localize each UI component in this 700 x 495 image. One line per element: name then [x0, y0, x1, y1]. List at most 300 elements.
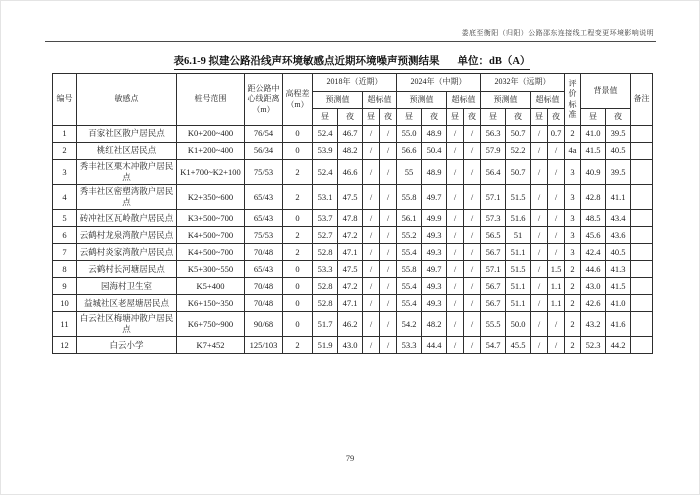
cell-y2018_pred_day: 52.8: [313, 278, 338, 295]
cell-elevation_diff_m: 0: [283, 143, 313, 160]
cell-y2024_pred_night: 49.3: [422, 227, 447, 244]
table-title: [52, 53, 652, 70]
cell-standard: 3: [565, 185, 581, 210]
cell-y2032_pred_day: 57.1: [481, 261, 506, 278]
cell-distance_m: 75/53: [245, 160, 283, 185]
table-row: [53, 126, 653, 143]
cell-y2032_exceed_night: /: [548, 185, 565, 210]
cell-sensitive_point: 桃红社区居民点: [77, 143, 177, 160]
cell-remark: [631, 227, 653, 244]
cell-y2018_exceed_day: /: [363, 295, 380, 312]
header-divider-line: [45, 41, 656, 42]
cell-y2024_pred_night: 49.7: [422, 185, 447, 210]
cell-y2018_pred_night: 47.2: [338, 227, 363, 244]
cell-elevation_diff_m: 2: [283, 337, 313, 354]
header-night: 夜: [338, 109, 363, 126]
cell-y2024_exceed_day: /: [447, 261, 464, 278]
cell-y2032_exceed_night: /: [548, 210, 565, 227]
cell-y2024_pred_night: 48.2: [422, 312, 447, 337]
table-row: [53, 337, 653, 354]
cell-background_night: 43.4: [606, 210, 631, 227]
cell-y2018_exceed_night: /: [380, 210, 397, 227]
cell-standard: 3: [565, 160, 581, 185]
cell-background_day: 40.9: [581, 160, 606, 185]
header-night: 夜: [464, 109, 481, 126]
cell-sensitive_point: 园海村卫生室: [77, 278, 177, 295]
header-sensitive-point: 敏感点: [77, 74, 177, 126]
cell-standard: 2: [565, 337, 581, 354]
cell-y2024_exceed_night: /: [464, 143, 481, 160]
cell-y2024_pred_day: 55.0: [397, 126, 422, 143]
header-2032-exceed: 超标值: [531, 92, 565, 109]
cell-y2018_exceed_night: /: [380, 143, 397, 160]
cell-y2024_pred_day: 55.4: [397, 244, 422, 261]
table-row: [53, 210, 653, 227]
cell-background_day: 41.0: [581, 126, 606, 143]
header-night: 夜: [380, 109, 397, 126]
cell-y2024_pred_night: 48.9: [422, 160, 447, 185]
cell-y2032_exceed_night: 1.1: [548, 278, 565, 295]
cell-row_no: 3: [53, 160, 77, 185]
cell-elevation_diff_m: 2: [283, 244, 313, 261]
cell-background_night: 39.5: [606, 160, 631, 185]
cell-y2024_exceed_night: /: [464, 261, 481, 278]
cell-y2018_pred_day: 51.7: [313, 312, 338, 337]
cell-y2032_pred_day: 57.1: [481, 185, 506, 210]
cell-y2024_exceed_day: /: [447, 295, 464, 312]
cell-stake_range: K6+150~350: [177, 295, 245, 312]
cell-y2032_exceed_day: /: [531, 126, 548, 143]
cell-standard: 4a: [565, 143, 581, 160]
page-number: 79: [345, 453, 355, 463]
cell-background_day: 52.3: [581, 337, 606, 354]
cell-standard: 2: [565, 312, 581, 337]
cell-row_no: 11: [53, 312, 77, 337]
table-row: [53, 227, 653, 244]
cell-y2018_pred_night: 47.5: [338, 261, 363, 278]
cell-y2032_pred_night: 50.7: [506, 160, 531, 185]
cell-stake_range: K1+200~400: [177, 143, 245, 160]
cell-y2024_pred_night: 44.4: [422, 337, 447, 354]
cell-sensitive_point: 白云小学: [77, 337, 177, 354]
cell-y2032_exceed_day: /: [531, 244, 548, 261]
cell-y2032_pred_day: 56.7: [481, 295, 506, 312]
cell-standard: 3: [565, 210, 581, 227]
cell-y2018_pred_day: 52.8: [313, 295, 338, 312]
cell-y2032_pred_day: 54.7: [481, 337, 506, 354]
cell-y2018_pred_night: 47.5: [338, 185, 363, 210]
cell-y2024_pred_night: 49.7: [422, 261, 447, 278]
cell-y2018_pred_day: 52.7: [313, 227, 338, 244]
cell-stake_range: K5+300~550: [177, 261, 245, 278]
cell-sensitive_point: 百家社区散户居民点: [77, 126, 177, 143]
cell-background_day: 48.5: [581, 210, 606, 227]
cell-distance_m: 90/68: [245, 312, 283, 337]
cell-y2032_pred_day: 56.7: [481, 278, 506, 295]
cell-stake_range: K7+452: [177, 337, 245, 354]
cell-elevation_diff_m: 0: [283, 312, 313, 337]
cell-y2024_pred_day: 55.2: [397, 227, 422, 244]
cell-remark: [631, 160, 653, 185]
table-unit-label: 单位：dB（A）: [457, 56, 531, 67]
cell-stake_range: K2+350~600: [177, 185, 245, 210]
cell-row_no: 8: [53, 261, 77, 278]
cell-y2032_pred_day: 56.3: [481, 126, 506, 143]
cell-y2018_pred_night: 47.8: [338, 210, 363, 227]
cell-y2032_pred_night: 51: [506, 227, 531, 244]
table-row: [53, 312, 653, 337]
cell-y2024_exceed_night: /: [464, 295, 481, 312]
cell-elevation_diff_m: 2: [283, 227, 313, 244]
cell-y2018_pred_day: 52.8: [313, 244, 338, 261]
cell-y2018_exceed_night: /: [380, 227, 397, 244]
header-day: 昼: [447, 109, 464, 126]
cell-y2024_pred_day: 55.4: [397, 278, 422, 295]
cell-y2018_pred_night: 46.7: [338, 126, 363, 143]
cell-y2024_pred_day: 55.8: [397, 185, 422, 210]
cell-y2032_pred_day: 55.5: [481, 312, 506, 337]
cell-remark: [631, 185, 653, 210]
cell-stake_range: K3+500~700: [177, 210, 245, 227]
cell-y2032_pred_night: 45.5: [506, 337, 531, 354]
header-2024-exceed: 超标值: [447, 92, 481, 109]
cell-remark: [631, 261, 653, 278]
cell-y2018_exceed_night: /: [380, 295, 397, 312]
cell-y2018_exceed_night: /: [380, 337, 397, 354]
table-row: [53, 261, 653, 278]
cell-row_no: 6: [53, 227, 77, 244]
header-elevation: 高程差（m）: [283, 74, 313, 126]
header-background: 背景值: [581, 74, 631, 109]
cell-background_night: 40.5: [606, 143, 631, 160]
cell-y2018_exceed_day: /: [363, 278, 380, 295]
cell-y2024_exceed_night: /: [464, 160, 481, 185]
cell-y2024_exceed_day: /: [447, 185, 464, 210]
cell-y2024_exceed_night: /: [464, 126, 481, 143]
cell-sensitive_point: 云鹤村龙泉湾散户居民点: [77, 227, 177, 244]
cell-y2024_pred_day: 53.3: [397, 337, 422, 354]
cell-y2032_pred_night: 50.7: [506, 126, 531, 143]
cell-y2018_exceed_night: /: [380, 185, 397, 210]
cell-y2032_exceed_night: 1.1: [548, 295, 565, 312]
header-distance: 距公路中心线距离（m）: [245, 74, 283, 126]
header-2024-predicted: 预测值: [397, 92, 447, 109]
header-year-2032: 2032年（远期）: [481, 74, 565, 92]
cell-y2018_pred_night: 43.0: [338, 337, 363, 354]
cell-y2032_pred_night: 52.2: [506, 143, 531, 160]
header-day: 昼: [397, 109, 422, 126]
cell-y2018_exceed_night: /: [380, 312, 397, 337]
cell-y2018_pred_night: 48.2: [338, 143, 363, 160]
cell-background_day: 42.6: [581, 295, 606, 312]
cell-y2018_exceed_night: /: [380, 278, 397, 295]
cell-y2032_pred_night: 51.5: [506, 185, 531, 210]
cell-row_no: 9: [53, 278, 77, 295]
cell-remark: [631, 126, 653, 143]
cell-y2024_pred_night: 49.9: [422, 210, 447, 227]
cell-background_night: 40.5: [606, 244, 631, 261]
cell-remark: [631, 210, 653, 227]
cell-background_day: 44.6: [581, 261, 606, 278]
cell-elevation_diff_m: 0: [283, 261, 313, 278]
header-year-2018: 2018年（近期）: [313, 74, 397, 92]
cell-y2024_exceed_night: /: [464, 210, 481, 227]
cell-y2018_pred_day: 53.7: [313, 210, 338, 227]
cell-remark: [631, 244, 653, 261]
cell-sensitive_point: 砖冲社区瓦岭散户居民点: [77, 210, 177, 227]
cell-distance_m: 65/43: [245, 261, 283, 278]
cell-row_no: 5: [53, 210, 77, 227]
cell-sensitive_point: 白云社区梅塘冲散户居民点: [77, 312, 177, 337]
cell-y2032_pred_night: 51.1: [506, 278, 531, 295]
cell-y2032_exceed_night: /: [548, 244, 565, 261]
header-night: 夜: [548, 109, 565, 126]
cell-background_day: 41.5: [581, 143, 606, 160]
cell-y2018_pred_night: 46.6: [338, 160, 363, 185]
noise-prediction-table: [52, 73, 653, 354]
cell-y2032_exceed_day: /: [531, 210, 548, 227]
cell-stake_range: K4+500~700: [177, 244, 245, 261]
cell-y2032_exceed_day: /: [531, 337, 548, 354]
header-remark: 备注: [631, 74, 653, 126]
cell-y2018_pred_day: 51.9: [313, 337, 338, 354]
header-night: 夜: [506, 109, 531, 126]
cell-y2032_pred_night: 50.0: [506, 312, 531, 337]
cell-background_night: 44.2: [606, 337, 631, 354]
cell-y2024_exceed_night: /: [464, 312, 481, 337]
cell-y2018_pred_day: 53.1: [313, 185, 338, 210]
cell-y2032_exceed_night: 1.5: [548, 261, 565, 278]
cell-y2032_exceed_night: /: [548, 227, 565, 244]
cell-y2018_exceed_day: /: [363, 143, 380, 160]
cell-standard: 3: [565, 244, 581, 261]
cell-y2018_exceed_day: /: [363, 160, 380, 185]
header-day: 昼: [363, 109, 380, 126]
cell-y2018_exceed_day: /: [363, 312, 380, 337]
cell-stake_range: K4+500~700: [177, 227, 245, 244]
cell-y2032_pred_night: 51.1: [506, 244, 531, 261]
cell-y2024_pred_day: 54.2: [397, 312, 422, 337]
cell-y2024_exceed_day: /: [447, 244, 464, 261]
header-background-night: 夜: [606, 109, 631, 126]
cell-row_no: 10: [53, 295, 77, 312]
cell-y2024_exceed_day: /: [447, 210, 464, 227]
cell-distance_m: 70/48: [245, 278, 283, 295]
cell-y2018_pred_night: 46.2: [338, 312, 363, 337]
cell-y2032_exceed_day: /: [531, 312, 548, 337]
cell-remark: [631, 337, 653, 354]
cell-distance_m: 70/48: [245, 295, 283, 312]
cell-y2024_exceed_night: /: [464, 227, 481, 244]
cell-background_day: 43.0: [581, 278, 606, 295]
header-stake-range: 桩号范围: [177, 74, 245, 126]
cell-y2032_pred_day: 56.7: [481, 244, 506, 261]
cell-y2024_pred_night: 49.3: [422, 244, 447, 261]
cell-row_no: 12: [53, 337, 77, 354]
cell-remark: [631, 295, 653, 312]
cell-y2032_pred_day: 56.5: [481, 227, 506, 244]
cell-y2032_exceed_night: /: [548, 160, 565, 185]
header-background-day: 昼: [581, 109, 606, 126]
header-2018-predicted: 预测值: [313, 92, 363, 109]
cell-y2024_exceed_night: /: [464, 337, 481, 354]
cell-y2018_pred_day: 53.9: [313, 143, 338, 160]
cell-y2018_exceed_day: /: [363, 244, 380, 261]
header-day: 昼: [481, 109, 506, 126]
cell-y2032_exceed_day: /: [531, 185, 548, 210]
cell-background_day: 42.4: [581, 244, 606, 261]
cell-y2018_pred_day: 53.3: [313, 261, 338, 278]
cell-y2024_pred_night: 50.4: [422, 143, 447, 160]
cell-standard: 3: [565, 227, 581, 244]
cell-y2024_exceed_night: /: [464, 278, 481, 295]
cell-sensitive_point: 秀丰社区栗木冲散户居民点: [77, 160, 177, 185]
cell-background_night: 41.5: [606, 278, 631, 295]
cell-y2018_exceed_day: /: [363, 185, 380, 210]
cell-y2018_exceed_day: /: [363, 126, 380, 143]
cell-elevation_diff_m: 0: [283, 126, 313, 143]
cell-y2024_exceed_night: /: [464, 244, 481, 261]
cell-y2018_pred_night: 47.1: [338, 295, 363, 312]
cell-standard: 2: [565, 126, 581, 143]
cell-distance_m: 65/43: [245, 185, 283, 210]
cell-stake_range: K6+750~900: [177, 312, 245, 337]
cell-y2024_pred_night: 49.3: [422, 295, 447, 312]
cell-background_night: 43.6: [606, 227, 631, 244]
cell-elevation_diff_m: 0: [283, 278, 313, 295]
cell-background_day: 45.6: [581, 227, 606, 244]
cell-y2032_exceed_day: /: [531, 160, 548, 185]
cell-y2018_pred_day: 52.4: [313, 126, 338, 143]
header-day: 昼: [313, 109, 338, 126]
cell-y2024_exceed_day: /: [447, 312, 464, 337]
header-year-2024: 2024年（中期）: [397, 74, 481, 92]
cell-y2018_exceed_night: /: [380, 244, 397, 261]
cell-background_night: 41.6: [606, 312, 631, 337]
cell-distance_m: 65/43: [245, 210, 283, 227]
table-row: [53, 160, 653, 185]
cell-background_night: 39.5: [606, 126, 631, 143]
cell-remark: [631, 312, 653, 337]
cell-y2018_exceed_day: /: [363, 261, 380, 278]
cell-y2032_exceed_night: 0.7: [548, 126, 565, 143]
cell-background_day: 42.8: [581, 185, 606, 210]
cell-remark: [631, 143, 653, 160]
cell-y2032_exceed_day: /: [531, 261, 548, 278]
cell-y2032_exceed_day: /: [531, 227, 548, 244]
cell-y2024_exceed_day: /: [447, 278, 464, 295]
cell-y2024_exceed_day: /: [447, 160, 464, 185]
cell-y2024_pred_day: 55.8: [397, 261, 422, 278]
header-standard: 评价标准: [565, 74, 581, 126]
cell-y2032_exceed_day: /: [531, 278, 548, 295]
cell-y2032_exceed_night: /: [548, 312, 565, 337]
cell-y2032_exceed_day: /: [531, 143, 548, 160]
cell-y2032_exceed_night: /: [548, 337, 565, 354]
cell-stake_range: K0+200~400: [177, 126, 245, 143]
table-title-text: 表6.1-9 拟建公路沿线声环境敏感点近期环境噪声预测结果: [173, 56, 440, 67]
cell-distance_m: 56/34: [245, 143, 283, 160]
cell-y2032_exceed_day: /: [531, 295, 548, 312]
cell-y2032_pred_day: 57.9: [481, 143, 506, 160]
cell-distance_m: 75/53: [245, 227, 283, 244]
header-row-no: 编号: [53, 74, 77, 126]
cell-y2024_exceed_day: /: [447, 126, 464, 143]
table-row: [53, 143, 653, 160]
cell-row_no: 7: [53, 244, 77, 261]
table-row: [53, 185, 653, 210]
cell-y2018_pred_night: 47.2: [338, 278, 363, 295]
header-night: 夜: [422, 109, 447, 126]
cell-y2032_exceed_night: /: [548, 143, 565, 160]
cell-row_no: 4: [53, 185, 77, 210]
cell-sensitive_point: 云鹤村长河塘居民点: [77, 261, 177, 278]
cell-y2018_exceed_day: /: [363, 337, 380, 354]
cell-y2018_pred_night: 47.1: [338, 244, 363, 261]
header-day: 昼: [531, 109, 548, 126]
cell-y2032_pred_night: 51.6: [506, 210, 531, 227]
cell-sensitive_point: 益城社区老屋塘居民点: [77, 295, 177, 312]
cell-y2024_pred_day: 55: [397, 160, 422, 185]
table-body: [53, 126, 653, 354]
cell-row_no: 1: [53, 126, 77, 143]
cell-y2018_exceed_night: /: [380, 126, 397, 143]
header-2032-predicted: 预测值: [481, 92, 531, 109]
cell-distance_m: 70/48: [245, 244, 283, 261]
cell-y2032_pred_night: 51.5: [506, 261, 531, 278]
cell-y2018_exceed_night: /: [380, 261, 397, 278]
cell-elevation_diff_m: 0: [283, 210, 313, 227]
cell-remark: [631, 278, 653, 295]
cell-standard: 2: [565, 278, 581, 295]
cell-y2032_pred_day: 57.3: [481, 210, 506, 227]
cell-y2024_pred_night: 49.3: [422, 278, 447, 295]
cell-background_day: 43.2: [581, 312, 606, 337]
cell-y2024_pred_night: 48.9: [422, 126, 447, 143]
cell-elevation_diff_m: 0: [283, 295, 313, 312]
cell-background_night: 41.3: [606, 261, 631, 278]
table-row: [53, 244, 653, 261]
cell-y2018_pred_day: 52.4: [313, 160, 338, 185]
cell-y2024_pred_day: 55.4: [397, 295, 422, 312]
table-row: [53, 295, 653, 312]
cell-standard: 2: [565, 261, 581, 278]
cell-stake_range: K1+700~K2+100: [177, 160, 245, 185]
cell-row_no: 2: [53, 143, 77, 160]
cell-y2018_exceed_day: /: [363, 227, 380, 244]
cell-y2032_pred_night: 51.1: [506, 295, 531, 312]
cell-y2018_exceed_day: /: [363, 210, 380, 227]
cell-distance_m: 125/103: [245, 337, 283, 354]
document-header-text: 娄底至衡阳（归阳）公路邵东连接线工程变更环境影响说明: [461, 29, 654, 37]
cell-distance_m: 76/54: [245, 126, 283, 143]
cell-y2024_pred_day: 56.6: [397, 143, 422, 160]
cell-background_night: 41.0: [606, 295, 631, 312]
cell-y2024_exceed_day: /: [447, 227, 464, 244]
cell-y2018_exceed_night: /: [380, 160, 397, 185]
table-row: [53, 278, 653, 295]
cell-y2032_pred_day: 56.4: [481, 160, 506, 185]
header-2018-exceed: 超标值: [363, 92, 397, 109]
cell-sensitive_point: 秀丰社区密塑湾散户居民点: [77, 185, 177, 210]
cell-elevation_diff_m: 2: [283, 185, 313, 210]
cell-stake_range: K5+400: [177, 278, 245, 295]
cell-y2024_exceed_day: /: [447, 143, 464, 160]
cell-sensitive_point: 云鹤村炎家湾散户居民点: [77, 244, 177, 261]
cell-y2024_exceed_day: /: [447, 337, 464, 354]
cell-background_night: 41.1: [606, 185, 631, 210]
cell-y2024_exceed_night: /: [464, 185, 481, 210]
